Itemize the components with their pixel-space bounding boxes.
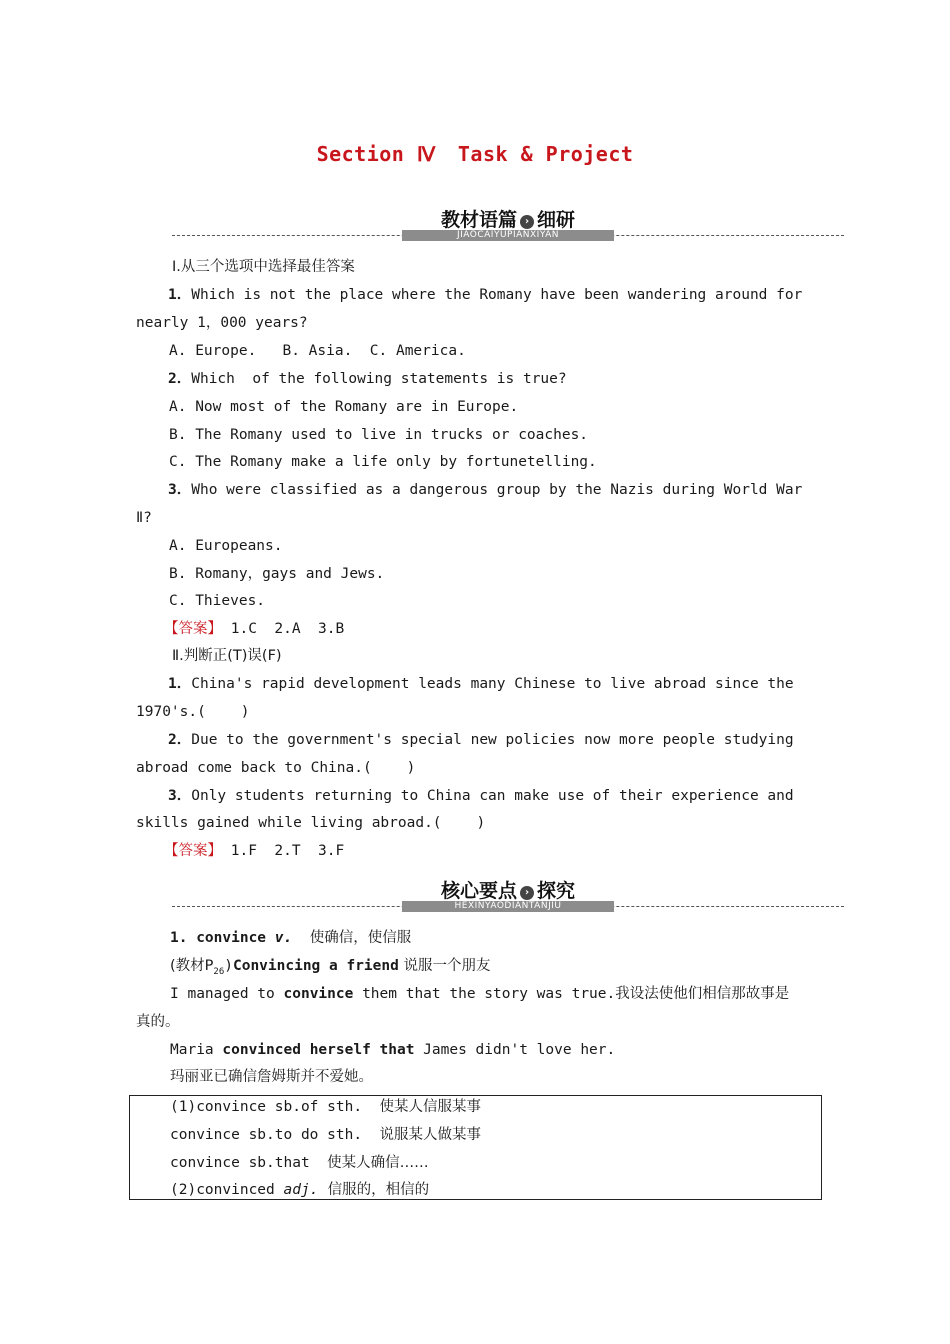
tf-question-2: 2．Due to the government's special new policies now more people studying <box>168 732 794 748</box>
key-word: convince <box>196 930 267 946</box>
core-item-1: 1. convince v. 使确信，使信服 <box>170 930 412 946</box>
question-1-cont: nearly 1，000 years? <box>136 315 308 331</box>
part1-answer: 【答案】 1.C 2.A 3.B <box>164 621 345 637</box>
question-2-option-c: C. The Romany make a life only by fortunetelling. <box>169 454 597 470</box>
chevron-right-icon: › <box>520 886 534 900</box>
usage-line-4: (2)convinced adj. 信服的，相信的 <box>170 1182 430 1198</box>
question-2-option-a: A. Now most of the Romany are in Europe. <box>169 399 519 415</box>
usage-line-1: (1)convince sb.of sth. 使某人信服某事 <box>170 1099 482 1115</box>
tf-question-2-cont: abroad come back to China.( ) <box>136 760 416 776</box>
usage-line-3: convince sb.that 使某人确信…… <box>170 1155 429 1171</box>
example-1-cont: 真的。 <box>136 1014 180 1030</box>
question-2-option-b: B. The Romany used to live in trucks or coaches. <box>169 427 589 443</box>
example-1: I managed to convince them that the story was true.我设法使他们相信那故事是 <box>170 986 790 1002</box>
banner-title: 教材语篇 › 细研 <box>440 209 576 231</box>
section-topic: Task & Project <box>457 142 634 166</box>
part2-heading: Ⅱ.判断正(T)误(F) <box>172 648 282 664</box>
question-2: 2．Which of the following statements is true? <box>168 371 567 387</box>
question-3-option-b: B. Romany，gays and Jews. <box>169 566 385 582</box>
banner-title: 核心要点 › 探究 <box>440 880 576 902</box>
answer-label: 【答案】 <box>164 843 222 859</box>
example-2-translation: 玛丽亚已确信詹姆斯并不爱她。 <box>170 1069 373 1085</box>
section-number: Section Ⅳ <box>316 142 436 166</box>
tf-question-1: 1．China's rapid development leads many Chinese to live abroad since the <box>168 676 794 692</box>
question-1-options: A. Europe. B. Asia. C. America. <box>169 343 466 359</box>
section-banner-textbook <box>172 205 844 245</box>
question-3: 3．Who were classified as a dangerous group by the Nazis during World War <box>168 482 803 498</box>
question-1: 1．Which is not the place where the Romany have been wandering around for <box>168 287 803 303</box>
banner-pinyin: JIAOCAIYUPIANXIYAN <box>402 230 614 241</box>
page-title <box>0 142 950 166</box>
answer-label: 【答案】 <box>164 621 222 637</box>
tf-question-3-cont: skills gained while living abroad.( ) <box>136 815 486 831</box>
part2-answer: 【答案】 1.F 2.T 3.F <box>164 843 345 859</box>
tf-question-1-cont: 1970's.( ) <box>136 704 250 720</box>
example-2: Maria convinced herself that James didn't love her. <box>170 1042 616 1058</box>
part-of-speech: v. <box>274 930 293 946</box>
chevron-right-icon: › <box>520 215 534 229</box>
banner-pinyin: HEXINYAODIANTANJIU <box>402 901 614 912</box>
question-3-cont: Ⅱ? <box>136 510 152 526</box>
part1-heading: Ⅰ.从三个选项中选择最佳答案 <box>172 259 355 275</box>
question-3-option-c: C. Thieves. <box>169 593 266 609</box>
question-3-option-a: A. Europeans. <box>169 538 283 554</box>
textbook-reference: (教材$P_{26})Convincing$ a friend 说服一个朋友 <box>170 958 491 977</box>
section-banner-core <box>172 876 844 916</box>
tf-question-3: 3．Only students returning to China can make use of their experience and <box>168 788 794 804</box>
usage-line-2: convince sb.to do sth. 说服某人做某事 <box>170 1127 482 1143</box>
